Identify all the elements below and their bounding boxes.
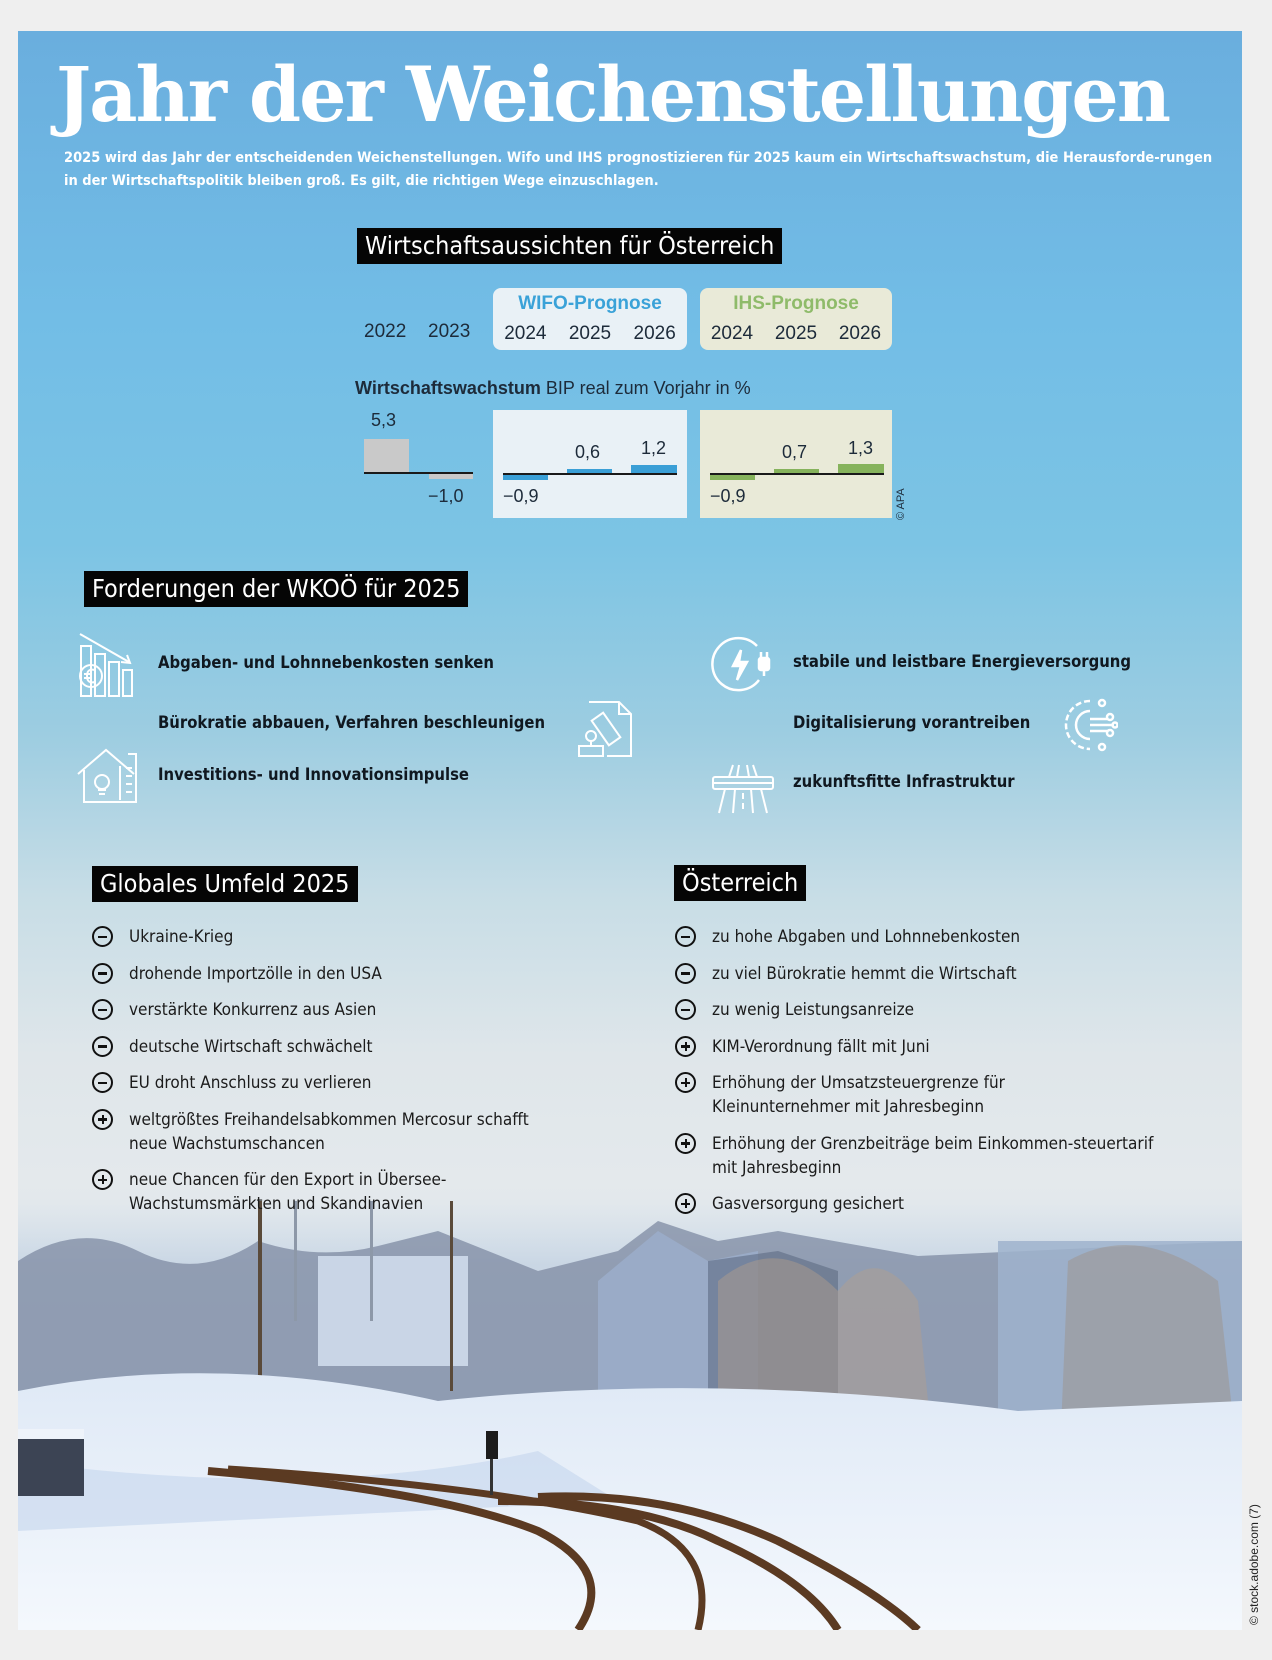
house-lightbulb-icon — [76, 748, 140, 804]
austria-list — [675, 925, 1155, 1229]
list-item-text: EU droht Anschluss zu verlieren — [129, 1073, 372, 1093]
list-item-text: Gasversorgung gesichert — [712, 1194, 905, 1214]
background-photo-snowy-railway — [18, 1201, 1242, 1630]
wifo-value-2025: 0,6 — [575, 442, 601, 462]
plus-circle-icon — [675, 1193, 696, 1214]
list-item — [675, 962, 1155, 986]
plus-circle-icon — [675, 1036, 696, 1057]
bar-2022 — [364, 439, 409, 472]
intro-text: 2025 wird das Jahr der entscheidenden Weichenstellungen. Wifo und IHS prognostizieren für 2025 kaum ein Wirtschaftswachstum, die Herausforde-rungen in der Wirtschaftspolitik bleiben groß. Es gilt, die richtigen Wege einzuschlagen. — [64, 150, 1213, 189]
demand-item: Digitalisierung vorantreiben — [793, 713, 1031, 732]
axis-line — [710, 473, 884, 475]
list-item — [92, 925, 562, 949]
value-2022: 5,3 — [371, 410, 397, 430]
demand-item: Bürokratie abbauen, Verfahren beschleunigen — [158, 713, 546, 732]
list-item — [92, 1168, 529, 1216]
list-item — [675, 1192, 1155, 1216]
list-item-text: Erhöhung der Umsatzsteuergrenze für Kleinunternehmer mit Jahresbeginn — [712, 1073, 1005, 1117]
list-item — [92, 962, 562, 986]
year-label-2022: 2022 — [364, 321, 407, 342]
infographic-card — [18, 31, 1242, 1630]
wifo-value-2026: 1,2 — [641, 438, 667, 458]
plus-circle-icon — [92, 1169, 113, 1190]
wifo-title: WIFO-Prognose — [518, 293, 662, 314]
ihs-value-2025: 0,7 — [782, 442, 808, 462]
wifo-bar-2026 — [631, 465, 677, 473]
list-item-text: KIM-Verordnung fällt mit Juni — [712, 1036, 930, 1057]
wifo-forecast-header — [493, 288, 687, 350]
ihs-year: 2024 — [710, 323, 754, 344]
austria-heading: Österreich — [674, 865, 806, 901]
axis-line — [503, 473, 677, 475]
chart-label-bold: Wirtschaftswachstum — [355, 378, 541, 398]
demand-item: stabile und leistbare Energieversorgung — [793, 652, 1132, 671]
list-item — [92, 1071, 562, 1095]
plus-circle-icon — [675, 1072, 696, 1093]
list-item — [675, 1071, 1082, 1119]
minus-circle-icon — [92, 963, 113, 984]
highway-bridge-icon — [711, 763, 775, 815]
minus-circle-icon — [92, 1072, 113, 1093]
year-label-2023: 2023 — [428, 321, 471, 342]
global-list — [92, 925, 562, 1229]
ihs-bar-2026 — [838, 464, 884, 473]
list-item — [675, 1035, 1155, 1059]
ihs-forecast-header — [700, 288, 892, 350]
list-item — [675, 1132, 1182, 1180]
list-item — [675, 925, 1155, 949]
wifo-years — [493, 323, 687, 345]
wifo-year: 2024 — [504, 323, 547, 344]
minus-circle-icon — [675, 926, 696, 947]
photo-credit: © stock.adobe.com (7) — [1247, 1504, 1261, 1625]
page-title: Jahr der Weichenstellungen — [56, 50, 1170, 139]
list-item — [675, 998, 1155, 1022]
list-item — [92, 998, 562, 1022]
list-item — [92, 1035, 562, 1059]
list-item-text: zu viel Bürokratie hemmt die Wirtschaft — [712, 963, 1017, 984]
energy-plug-icon — [711, 636, 773, 694]
list-item-text: drohende Importzölle in den USA — [129, 963, 382, 984]
plus-circle-icon — [675, 1133, 696, 1154]
list-item-text: deutsche Wirtschaft schwächelt — [129, 1036, 373, 1057]
ihs-title: IHS-Prognose — [733, 293, 859, 314]
demand-item: zukunftsfitte Infrastruktur — [793, 772, 1015, 791]
list-item-text: weltgrößtes Freihandelsabkommen Mercosur schafft neue Wachstumschancen — [129, 1109, 529, 1154]
plus-circle-icon — [92, 1109, 113, 1130]
demand-item: Investitions- und Innovationsimpulse — [158, 765, 469, 784]
list-item-text: verstärkte Konkurrenz aus Asien — [129, 1000, 377, 1020]
list-item-text: Ukraine-Krieg — [129, 927, 234, 947]
chart-label — [355, 378, 751, 399]
ihs-year: 2026 — [838, 323, 882, 344]
global-heading: Globales Umfeld 2025 — [92, 866, 358, 902]
list-item — [92, 1108, 549, 1156]
list-item-text: Erhöhung der Grenzbeiträge beim Einkommen-steuertarif mit Jahresbeginn — [712, 1133, 1154, 1178]
value-2023: −1,0 — [428, 486, 464, 506]
minus-circle-icon — [92, 1036, 113, 1057]
ihs-value-2026: 1,3 — [848, 438, 874, 458]
list-item-text: zu wenig Leistungsanreize — [712, 1000, 915, 1020]
ihs-year: 2025 — [774, 323, 818, 344]
ihs-years — [700, 323, 892, 345]
list-item-text: zu hohe Abgaben und Lohnnebenkosten — [712, 927, 1021, 947]
wifo-value-2024: −0,9 — [503, 486, 539, 506]
wifo-chart-panel — [493, 410, 687, 518]
demands-heading: Forderungen der WKOÖ für 2025 — [84, 571, 468, 607]
outlook-heading: Wirtschaftsaussichten für Österreich — [357, 228, 782, 264]
document-stamp-icon — [577, 700, 633, 758]
chart-label-rest: BIP real zum Vorjahr in % — [540, 378, 751, 398]
minus-circle-icon — [675, 963, 696, 984]
list-item-text: neue Chancen für den Export in Übersee-Wachstumsmärkten und Skandinavien — [129, 1170, 447, 1214]
minus-circle-icon — [92, 926, 113, 947]
demand-item: Abgaben- und Lohnnebenkosten senken — [158, 653, 494, 672]
minus-circle-icon — [92, 999, 113, 1020]
ihs-value-2024: −0,9 — [710, 486, 746, 506]
chart-source: © APA — [895, 488, 907, 520]
wifo-year: 2026 — [633, 323, 676, 344]
ihs-chart-panel — [700, 410, 892, 518]
bar-2023 — [429, 474, 473, 479]
digital-gear-icon — [1060, 695, 1118, 755]
minus-circle-icon — [675, 999, 696, 1020]
wifo-year: 2025 — [568, 323, 612, 344]
falling-costs-euro-icon — [77, 632, 135, 698]
